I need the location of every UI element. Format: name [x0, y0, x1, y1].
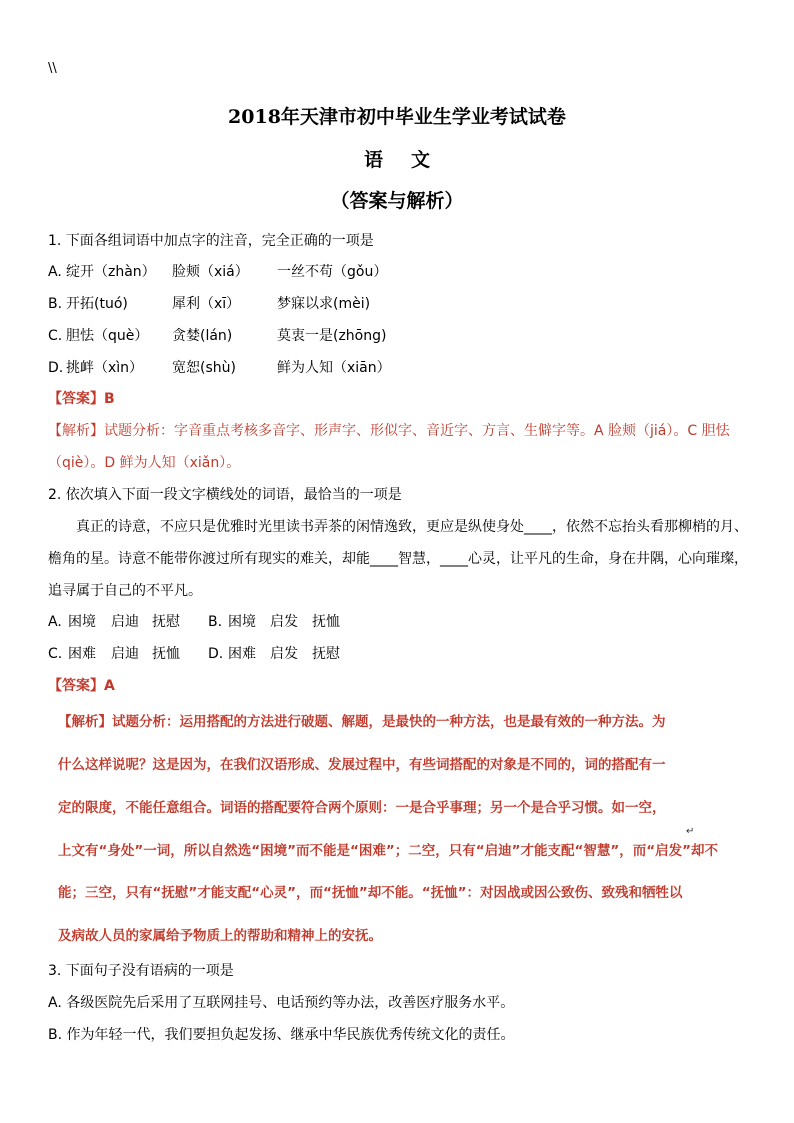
q2-stem: 2. 依次填入下面一段文字横线处的词语，最恰当的一项是: [48, 487, 402, 503]
option-label: C.: [48, 328, 63, 344]
q2-analysis-line-4: 上文有“身处”一词，所以自然选“困境”而不能是“困难”；二空，只有“启迪”才能支配“智慧”，而“启发”却不: [58, 843, 718, 859]
option-item: 宽恕(shù): [172, 360, 236, 376]
corner-mark: \\: [48, 61, 57, 76]
q1-answer: 【答案】B: [48, 391, 115, 407]
q2-passage-line-2: 檐角的星。诗意不能带你渡过所有现实的难关，却能____智慧，____心灵，让平凡的生命，身在井隅，心向璀璨，: [48, 551, 748, 567]
q3-option-a: A. 各级医院先后采用了互联网挂号、电话预约等办法，改善医疗服务水平。: [48, 995, 515, 1011]
option-item: 挑衅（xìn）: [66, 360, 144, 376]
q3-stem: 3. 下面句子没有语病的一项是: [48, 963, 234, 979]
q1-analysis-line-1: 【解析】试题分析：字音重点考核多音字、形声字、形似字、音近字、方言、生僻字等。A 脸颊（jiá）。C 胆怯: [48, 423, 730, 439]
option-item: 启发: [270, 614, 298, 630]
option-label: A.: [48, 264, 62, 280]
option-item: 绽开（zhàn）: [66, 264, 156, 280]
option-label: C.: [48, 646, 63, 662]
answer-subtitle: （答案与解析）: [330, 190, 464, 212]
option-item: 贪婪(lán): [172, 328, 233, 344]
q2-analysis-line-5: 能；三空，只有“抚慰”才能支配“心灵”，而“抚恤”却不能。“抚恤”：对因战或因公致伤、致残和牺牲以: [58, 885, 683, 901]
option-item: 犀利（xī）: [172, 296, 241, 312]
exam-title: 2018年天津市初中毕业生学业考试试卷: [228, 106, 566, 128]
option-item: 脸颊（xiá）: [172, 264, 249, 280]
return-mark: ↵: [686, 826, 695, 837]
option-label: B.: [48, 296, 63, 312]
option-item: 困境: [68, 614, 96, 630]
q2-passage-line-1: 真正的诗意，不应只是优雅时光里读书弄茶的闲情逸致，更应是纵使身处____，依然不忘抬头看那柳梢的月、: [76, 519, 748, 535]
q2-passage-line-3: 追寻属于自己的不平凡。: [48, 583, 202, 599]
option-label: B.: [208, 614, 223, 630]
option-item: 启迪: [111, 614, 139, 630]
q2-analysis-line-1: 【解析】试题分析：运用搭配的方法进行破题、解题，是最快的一种方法，也是最有效的一种方法。为: [58, 714, 666, 730]
q2-answer: 【答案】A: [48, 678, 115, 694]
q2-analysis-line-6: 及病故人员的家属给予物质上的帮助和精神上的安抚。: [58, 928, 382, 944]
option-item: 抚慰: [152, 614, 180, 630]
option-item: 开拓(tuó): [66, 296, 128, 312]
option-item: 抚恤: [152, 646, 180, 662]
option-item: 胆怯（què）: [66, 328, 149, 344]
option-label: D.: [208, 646, 224, 662]
option-item: 启发: [270, 646, 298, 662]
option-item: 莫衷一是(zhōng): [277, 328, 387, 344]
subject-title: 语文: [363, 149, 458, 171]
option-item: 困难: [68, 646, 96, 662]
option-item: 抚慰: [312, 646, 340, 662]
q3-option-b: B. 作为年轻一代，我们要担负起发扬、继承中华民族优秀传统文化的责任。: [48, 1027, 515, 1043]
option-item: 抚恤: [312, 614, 340, 630]
q2-analysis-line-3: 定的限度，不能任意组合。词语的搭配要符合两个原则：一是合乎事理；另一个是合乎习惯。如一空，: [58, 800, 666, 816]
option-item: 一丝不苟（gǒu）: [277, 264, 388, 280]
q1-analysis-line-2: （qiè）。D 鲜为人知（xiǎn）。: [48, 455, 241, 471]
q1-stem: 1. 下面各组词语中加点字的注音，完全正确的一项是: [48, 233, 374, 249]
q2-analysis-line-2: 什么这样说呢？这是因为，在我们汉语形成、发展过程中，有些词搭配的对象是不同的，词的搭配有一: [58, 757, 666, 773]
option-item: 启迪: [111, 646, 139, 662]
option-item: 梦寐以求(mèi): [277, 296, 371, 312]
option-label: D.: [48, 360, 64, 376]
option-label: A.: [48, 614, 62, 630]
option-item: 困难: [228, 646, 256, 662]
option-item: 鲜为人知（xiān）: [277, 360, 391, 376]
option-item: 困境: [228, 614, 256, 630]
